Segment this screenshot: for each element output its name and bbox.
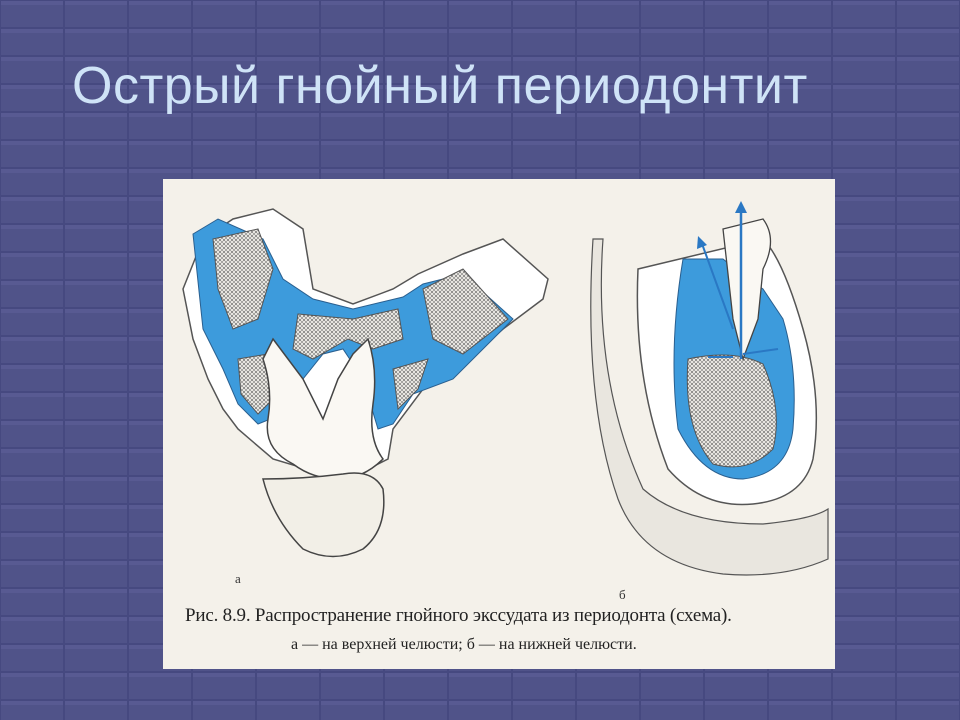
slide-title: Острый гнойный периодонтит — [72, 57, 808, 115]
figure-caption-line2: а — на верхней челюсти; б — на нижней челюсти. — [291, 636, 637, 653]
dental-diagram — [163, 179, 835, 669]
figure — [163, 179, 835, 669]
arrow-b1-head — [735, 201, 747, 213]
figure-caption-line1: Рис. 8.9. Распространение гнойного экссудата из периодонта (схема). — [185, 605, 732, 626]
arrow-b2-head — [697, 236, 707, 249]
panel-b-lower-jaw — [591, 201, 828, 575]
tooth-crown-a — [263, 473, 384, 557]
panel-label-b: б — [619, 587, 626, 602]
panel-a-upper-jaw — [183, 209, 548, 557]
panel-label-a: а — [235, 571, 241, 586]
